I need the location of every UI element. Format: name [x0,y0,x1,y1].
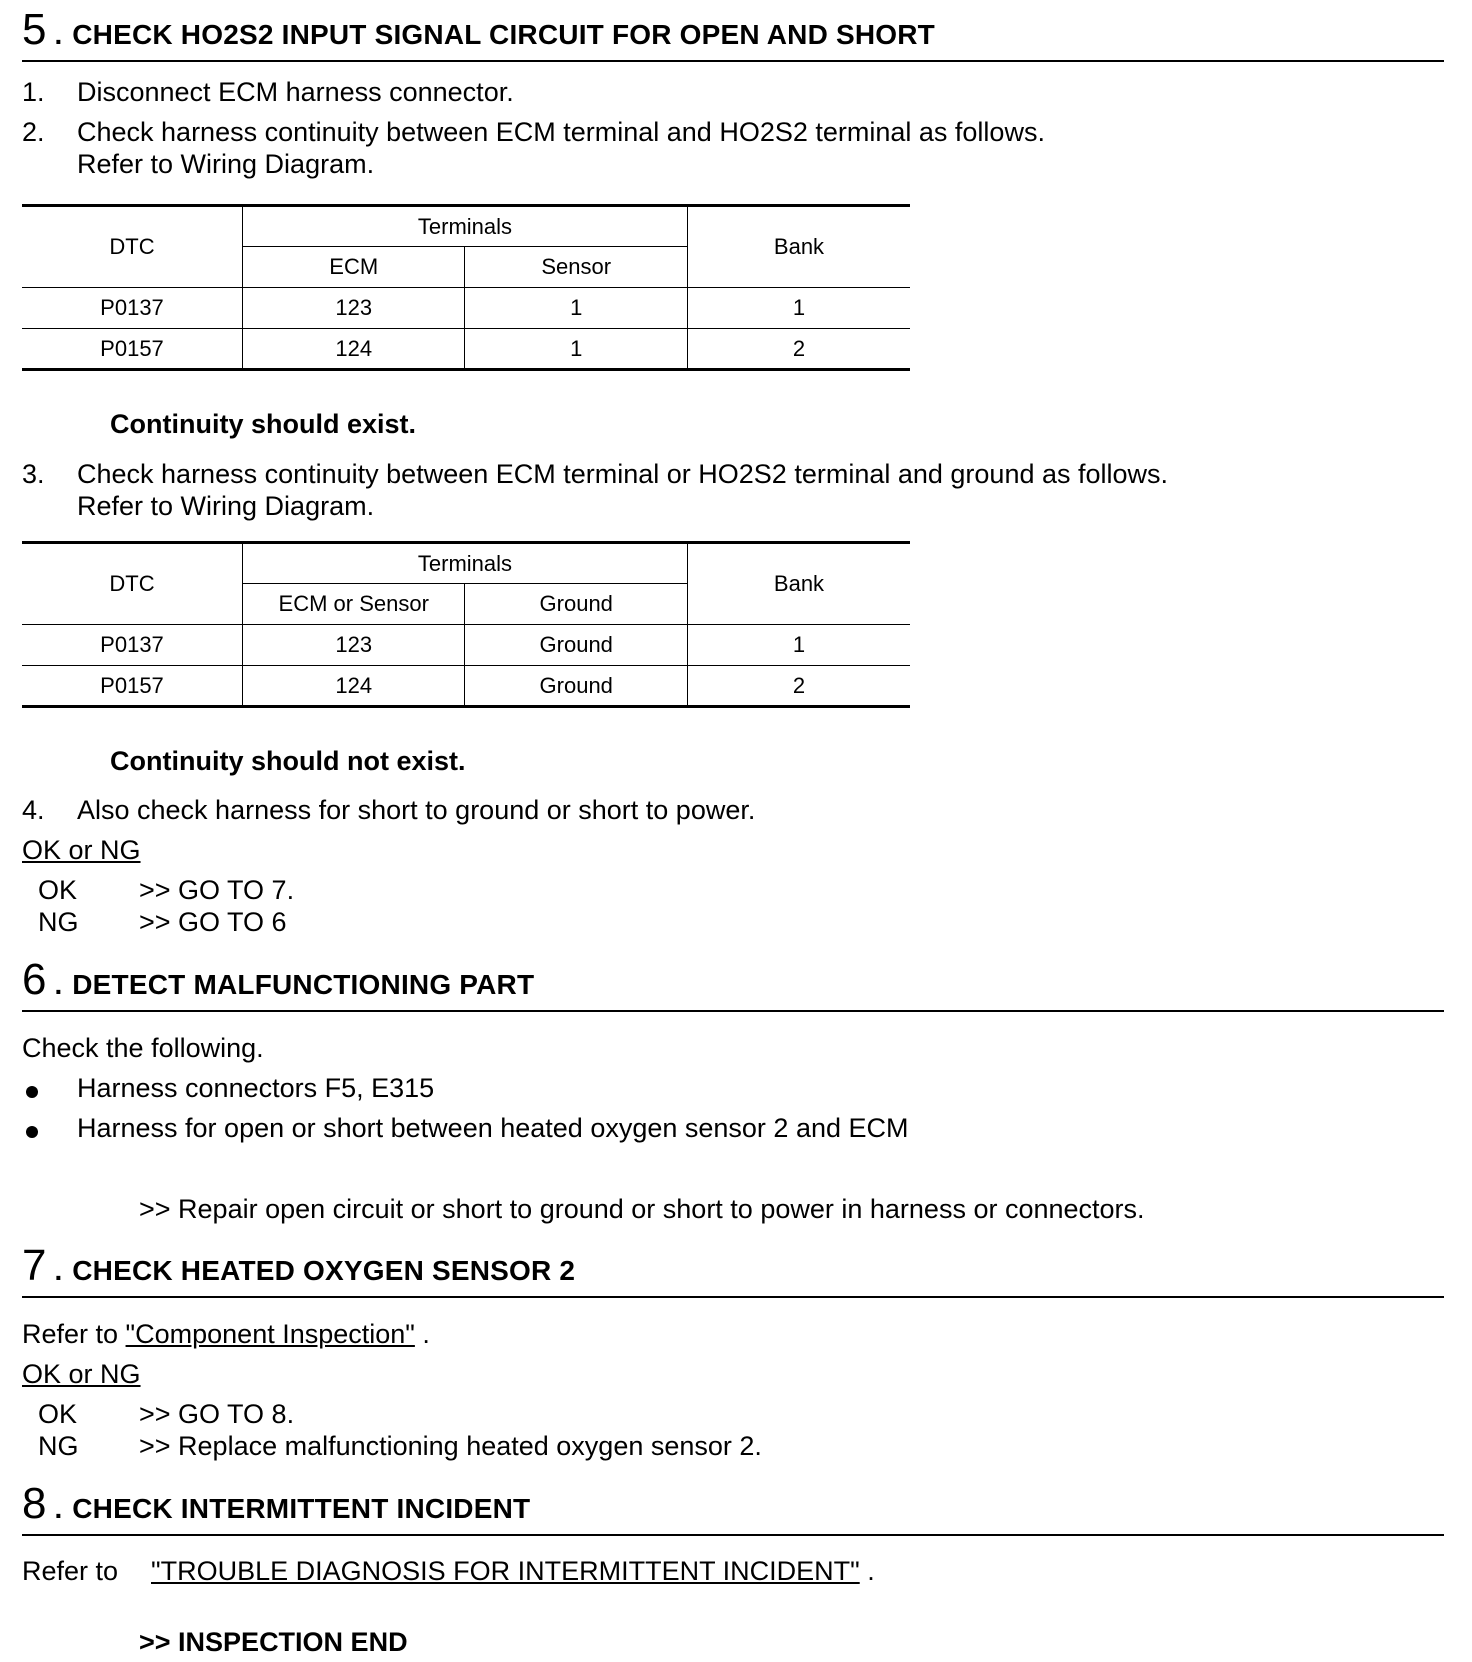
ok-action: >> GO TO 8. [139,1399,295,1429]
item-text: Check harness continuity between ECM terminal and HO2S2 terminal as follows. [77,117,1045,147]
ng-action: >> Replace malfunctioning heated oxygen sensor 2. [139,1431,762,1461]
ok-or-ng-label: OK or NG [22,1359,141,1389]
cell-ecm-or-sensor: 123 [242,625,465,666]
step-dot: . [54,1493,63,1524]
table-row [22,329,910,370]
step-title: CHECK HEATED OXYGEN SENSOR 2 [72,1255,576,1286]
ok-label: OK [38,875,78,905]
item-text-ref: Refer to Wiring Diagram. [77,491,375,521]
trouble-diagnosis-link[interactable]: "TROUBLE DIAGNOSIS FOR INTERMITTENT INCIDENT" [151,1556,860,1586]
cell-ecm: 123 [242,288,465,329]
cell-dtc: P0137 [22,288,242,329]
step8-refer [151,1555,875,1587]
cell-dtc: P0157 [22,666,242,707]
step-5-header [22,5,1444,62]
header-terminals: Terminals [242,206,687,247]
step-6-header [22,955,1444,1012]
step-number: 5 [22,5,47,54]
step-5-heading [22,5,1444,62]
header-sensor: Sensor [465,247,688,288]
header-bank: Bank [687,543,910,625]
table-row [22,625,910,666]
cell-dtc: P0137 [22,625,242,666]
header-ecm-or-sensor: ECM or Sensor [242,584,465,625]
ng-label: NG [38,1431,79,1461]
step6-bullet-2: Harness for open or short between heated oxygen sensor 2 and ECM [77,1113,909,1143]
refer-suffix: . [859,1556,875,1586]
ok-label: OK [38,1399,78,1429]
continuity-table-2 [22,541,910,708]
item-number: 1. [22,77,45,107]
header-ecm: ECM [242,247,465,288]
cell-bank: 2 [687,329,910,370]
cell-ground: Ground [465,625,688,666]
item-number: 2. [22,117,45,147]
step-title: CHECK INTERMITTENT INCIDENT [72,1493,531,1524]
step7-refer [22,1318,430,1350]
item-text-ref: Refer to Wiring Diagram. [77,149,375,179]
cell-ecm-or-sensor: 124 [242,666,465,707]
ok-or-ng-label: OK or NG [22,835,141,865]
step-dot: . [54,969,63,1000]
step-6-heading [22,955,1444,1012]
step-number: 8 [22,1479,47,1528]
refer-suffix: . [414,1319,430,1349]
step-7-heading [22,1241,1444,1298]
step6-intro: Check the following. [22,1033,264,1063]
cell-bank: 1 [687,625,910,666]
ng-label: NG [38,907,79,937]
step-number: 7 [22,1241,47,1290]
ng-action: >> GO TO 6 [139,907,287,937]
continuity-note-1: Continuity should exist. [110,409,417,439]
table-row [22,288,910,329]
header-ground: Ground [465,584,688,625]
header-terminals: Terminals [242,543,687,584]
continuity-table-1 [22,204,910,371]
header-bank: Bank [687,206,910,288]
continuity-note-2: Continuity should not exist. [110,746,466,776]
item-number: 4. [22,795,45,825]
ok-action: >> GO TO 7. [139,875,295,905]
cell-ecm: 124 [242,329,465,370]
step-title: DETECT MALFUNCTIONING PART [72,969,535,1000]
cell-dtc: P0157 [22,329,242,370]
step-8-heading [22,1479,1444,1536]
item-text: Check harness continuity between ECM terminal or HO2S2 terminal and ground as follows. [77,459,1169,489]
item-text: Disconnect ECM harness connector. [77,77,514,107]
refer-prefix: Refer to [22,1319,126,1349]
cell-sensor: 1 [465,329,688,370]
step-7-header [22,1241,1444,1298]
bullet-dot [26,1086,38,1098]
header-dtc: DTC [22,543,242,625]
cell-bank: 1 [687,288,910,329]
cell-bank: 2 [687,666,910,707]
step-title: CHECK HO2S2 INPUT SIGNAL CIRCUIT FOR OPEN AND SHORT [72,19,935,50]
step-8-header [22,1479,1444,1536]
step-dot: . [54,19,63,50]
step6-bullet-1: Harness connectors F5, E315 [77,1073,435,1103]
step8-refer-prefix: Refer to [22,1556,119,1586]
cell-sensor: 1 [465,288,688,329]
bullet-dot [26,1126,38,1138]
step-number: 6 [22,955,47,1004]
table-row [22,666,910,707]
step-dot: . [54,1255,63,1286]
inspection-end: >> INSPECTION END [139,1627,408,1657]
item-number: 3. [22,459,45,489]
cell-ground: Ground [465,666,688,707]
header-dtc: DTC [22,206,242,288]
component-inspection-link[interactable]: "Component Inspection" [125,1319,415,1349]
item-text: Also check harness for short to ground or short to power. [77,795,756,825]
step6-action: >> Repair open circuit or short to ground or short to power in harness or connectors. [139,1194,1145,1224]
